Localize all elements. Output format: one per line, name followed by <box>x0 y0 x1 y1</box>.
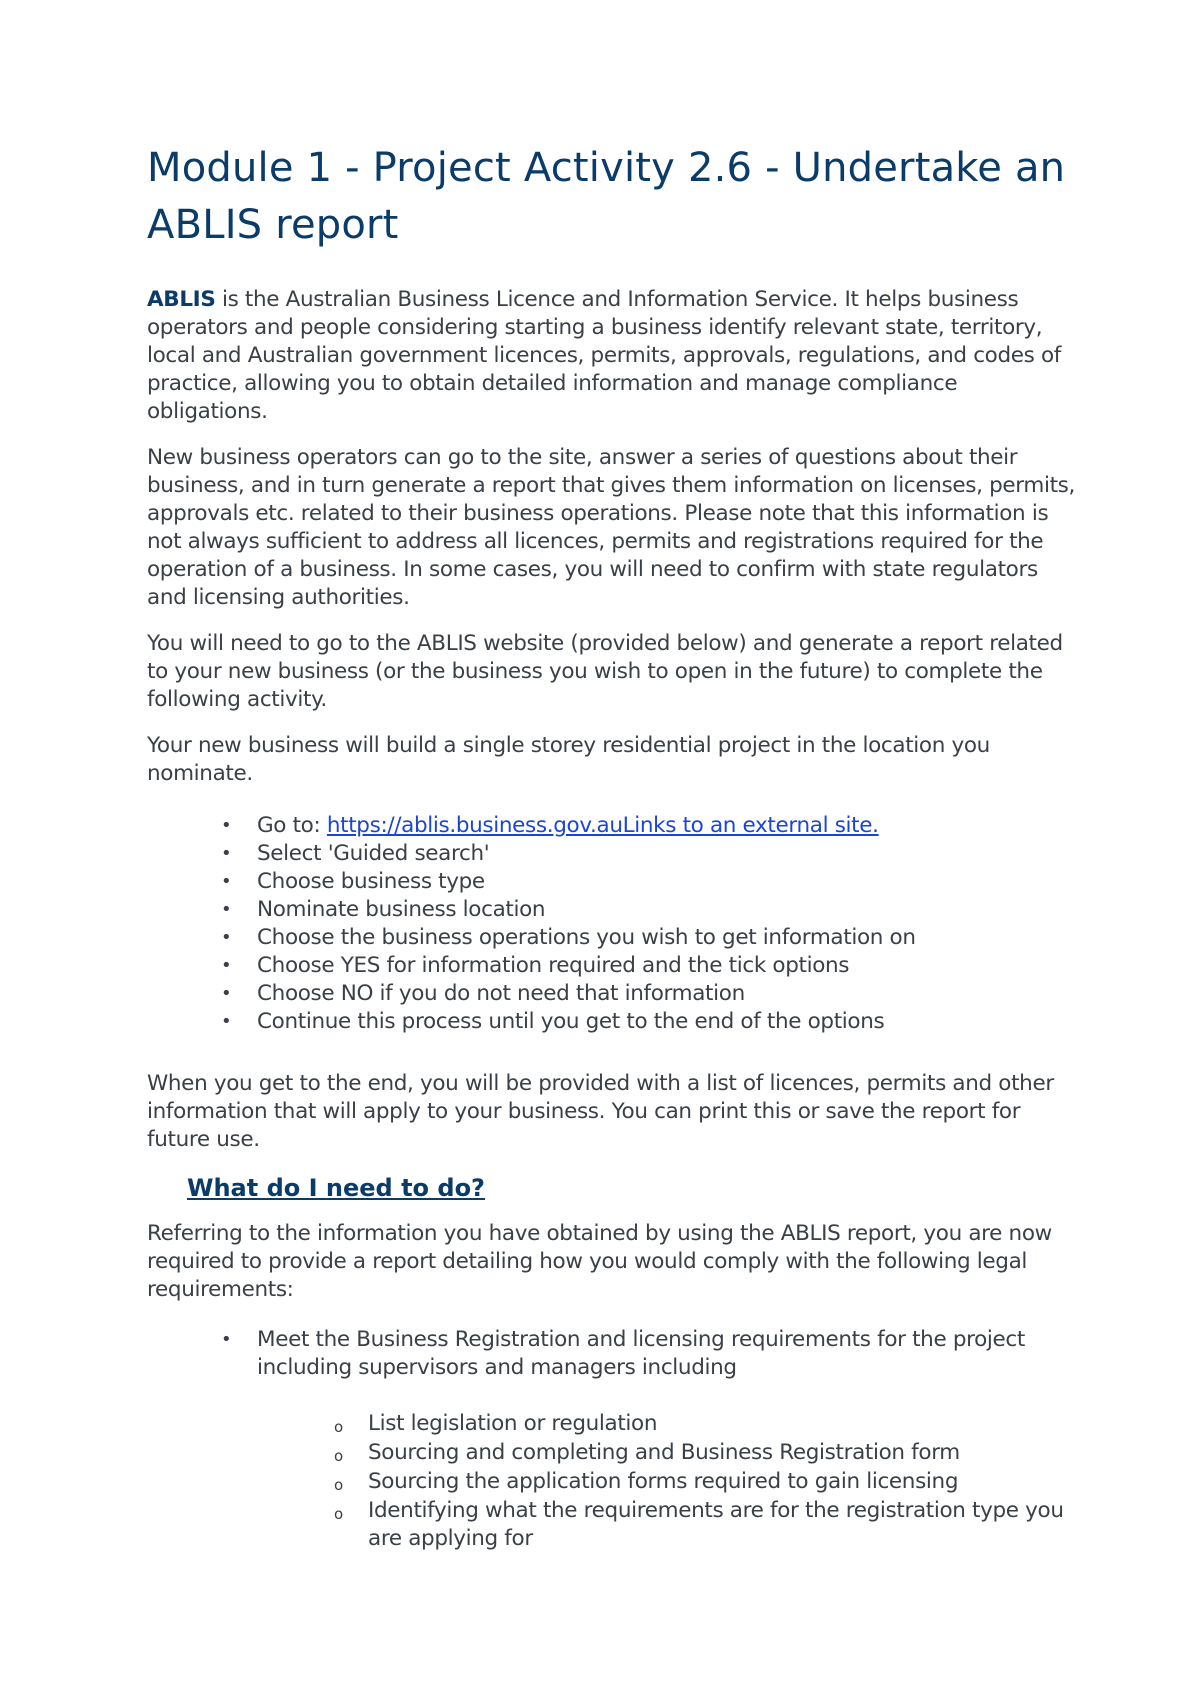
page-title: Module 1 - Project Activity 2.6 - Undertake an ABLIS report <box>147 145 1066 248</box>
bullet-icon: • <box>221 927 232 948</box>
section-heading: What do I need to do? <box>187 1174 485 1202</box>
paragraph-new-business: Your new business will build a single storey residential project in the location you nominate. <box>147 733 990 786</box>
ablis-website-link[interactable]: https://ablis.business.gov.auLinks to an external site. <box>326 813 879 838</box>
bullet-icon: • <box>221 1329 232 1350</box>
requirement-text: Meet the Business Registration and licensing requirements for the project including supervisors and managers including <box>257 1327 1025 1380</box>
requirement-sub-list <box>257 1410 1077 1553</box>
sub-item-text: Identifying what the requirements are for the registration type you are applying for <box>368 1498 1064 1551</box>
step-text: Continue this process until you get to the end of the options <box>257 1009 885 1034</box>
intro-paragraph <box>147 286 1077 426</box>
list-item <box>221 812 1077 840</box>
list-item <box>221 840 1077 868</box>
list-item <box>334 1497 1077 1553</box>
bullet-icon: • <box>221 843 232 864</box>
list-item <box>221 1008 1077 1036</box>
sub-item-text: Sourcing and completing and Business Registration form <box>368 1440 960 1465</box>
closing-paragraph: When you get to the end, you will be provided with a list of licences, permits and other information that will apply to your business. You can print this or save the report for future use. <box>147 1071 1054 1152</box>
task-paragraph: Referring to the information you have obtained by using the ABLIS report, you are now required to provide a report detailing how you would comply with the following legal requirements: <box>147 1221 1052 1302</box>
step-text: Choose YES for information required and the tick options <box>257 953 850 978</box>
document-page <box>147 140 1077 1554</box>
list-item <box>221 1326 1077 1553</box>
circle-bullet-icon: o <box>334 1447 343 1465</box>
step-text: Choose the business operations you wish to get information on <box>257 925 916 950</box>
step-text: Choose business type <box>257 869 485 894</box>
list-item <box>221 896 1077 924</box>
paragraph-site-usage: New business operators can go to the site, answer a series of questions about their business, and in turn generate a report that gives them information on licenses, permits, approvals etc. related to their business operations. Please note that this information is not always sufficient to address all licences, permits and registrations required for the operation of a business. In some cases, you will need to confirm with state regulators and licensing authorities. <box>147 445 1076 610</box>
sub-item-text: Sourcing the application forms required to gain licensing <box>368 1469 959 1494</box>
list-item <box>334 1468 1077 1496</box>
step-text: Choose NO if you do not need that information <box>257 981 745 1006</box>
bullet-icon: • <box>221 899 232 920</box>
bullet-icon: • <box>221 983 232 1004</box>
step-go-to-prefix: Go to: <box>257 813 327 838</box>
circle-bullet-icon: o <box>334 1505 343 1523</box>
list-item <box>334 1410 1077 1438</box>
list-item <box>221 868 1077 896</box>
requirements-list <box>147 1326 1077 1553</box>
step-text: Select 'Guided search' <box>257 841 490 866</box>
sub-item-text: List legislation or regulation <box>368 1411 658 1436</box>
circle-bullet-icon: o <box>334 1418 343 1436</box>
step-text: Nominate business location <box>257 897 546 922</box>
paragraph-go-to-website: You will need to go to the ABLIS website (provided below) and generate a report related to your new business (or the business you wish to open in the future) to complete the following activity. <box>147 631 1063 712</box>
steps-list <box>147 812 1077 1036</box>
bullet-icon: • <box>221 871 232 892</box>
list-item <box>221 980 1077 1008</box>
list-item <box>334 1439 1077 1467</box>
bullet-icon: • <box>221 1011 232 1032</box>
bullet-icon: • <box>221 955 232 976</box>
list-item <box>221 952 1077 980</box>
circle-bullet-icon: o <box>334 1476 343 1494</box>
bullet-icon: • <box>221 815 232 836</box>
intro-text: is the Australian Business Licence and Information Service. It helps business operators and people considering starting a business identify relevant state, territory, local and Australian government licences, permits, approvals, regulations, and codes of practice, allowing you to obtain detailed information and manage compliance obligations. <box>147 287 1062 424</box>
intro-bold-term: ABLIS <box>147 287 216 312</box>
list-item <box>221 924 1077 952</box>
